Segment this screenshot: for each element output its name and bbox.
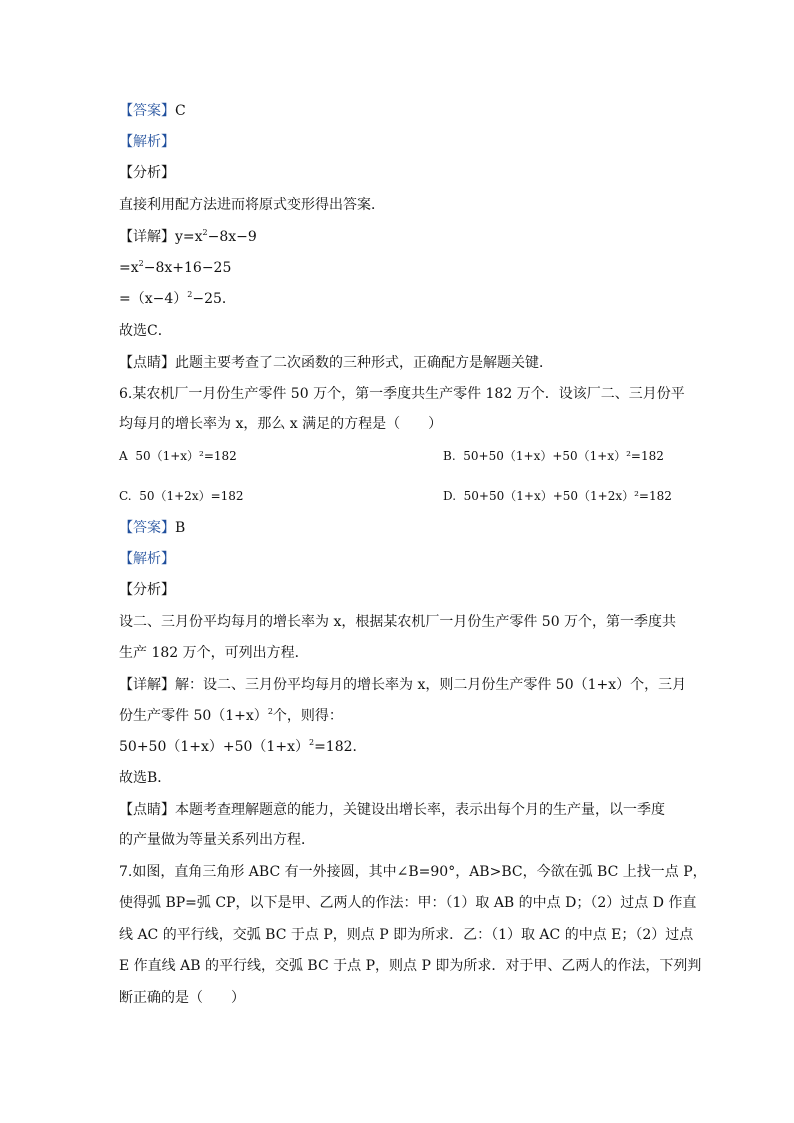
option-text: 50+50（1+x）+50（1+2x）²=182 [463,489,672,503]
q5-analysis-line [119,132,175,152]
exponent: 2 [187,290,193,299]
option-text: 50+50（1+x）+50（1+x）²=182 [463,449,664,463]
q6-analysis-line [119,549,175,569]
formula-part: =182． [314,739,367,755]
q6-stem-line2: 均每月的增长率为 x，那么 x 满足的方程是（ ） [119,416,443,432]
q6-xiangjie-line1 [119,675,686,695]
formula-part: −8x−9 [207,229,257,245]
exponent: 2 [202,228,208,237]
formula-part: −25． [192,291,236,307]
formula-part: y=x [175,229,203,245]
dianjing-tag: 【点睛】 [119,355,175,371]
option-text: 50（1+x）²=182 [135,449,237,463]
xiangjie-text: 解：设二、三月份平均每月的增长率为 x，则二月份生产零件 50（1+x）个，三月 [175,677,687,693]
q5-xiangjie-line [119,227,257,247]
answer-value: B [175,520,186,536]
q6-conclusion: 故选B． [119,770,172,786]
dianjing-text: 本题考查理解题意的能力，关键设出增长率，表示出每个月的生产量，以一季度 [175,802,665,818]
q6-stem-line1: 6.某农机厂一月份生产零件 50 万个，第一季度共生产零件 182 万个．设该厂二、三月份平 [119,386,685,402]
q6-fenxi-line1: 设二、三月份平均每月的增长率为 x，根据某农机厂一月份生产零件 50 万个，第一季度共 [119,614,677,630]
q6-xiangjie-line2 [119,706,343,726]
q5-fenxi-text: 直接利用配方法进而将原式变形得出答案． [119,197,385,213]
q5-dianjing-line [119,353,553,373]
answer-tag: 【答案】 [119,520,175,536]
q7-line2: 使得弧 BP=弧 CP，以下是甲、乙两人的作法：甲：（1）取 AB 的中点 D；（2）过点 D 作直 [119,895,697,911]
formula-part: =x [119,260,139,276]
q6-fenxi-tag-line [119,580,175,600]
exponent: 2 [308,738,315,747]
option-label: A [119,449,128,463]
q6-option-d [443,487,672,505]
analysis-tag: 【解析】 [119,551,175,567]
q7-line5: 断正确的是（ ） [119,990,245,1006]
formula-part: −8x+16−25 [143,260,232,276]
formula-part: 50+50（1+x）+50（1+x） [119,739,309,755]
q7-line4: E 作直线 AB 的平行线，交弧 BC 于点 P，则点 P 即为所求．对于甲、乙两人的作法，下列判 [119,958,702,974]
analysis-tag: 【解析】 [119,134,175,150]
q6-equation [119,737,367,757]
q6-option-b [443,447,664,465]
formula-part: =（x−4） [119,291,188,307]
exponent: 2 [267,707,273,716]
q5-conclusion: 故选C． [119,323,172,339]
answer-tag: 【答案】 [119,103,175,119]
option-text: 50（1+2x）=182 [139,489,244,503]
q7-line3: 线 AC 的平行线，交弧 BC 于点 P，则点 P 即为所求．乙：（1）取 AC 的中点 E；（2）过点 [119,927,694,943]
formula-part: 份生产零件 50（1+x） [119,708,268,724]
option-label: C. [119,489,132,503]
dianjing-tag: 【点睛】 [119,802,175,818]
fenxi-tag: 【分析】 [119,165,175,181]
xiangjie-tag: 【详解】 [119,229,175,245]
answer-value: C [175,103,186,119]
formula-part: 个，则得： [272,708,343,724]
q5-fenxi-tag-line [119,163,175,183]
dianjing-text: 此题主要考查了二次函数的三种形式，正确配方是解题关键． [175,355,553,371]
q5-step1 [119,258,231,278]
exponent: 2 [138,259,144,268]
option-label: B. [443,449,456,463]
q6-fenxi-line2: 生产 182 万个，可列出方程． [119,645,309,661]
q5-step2 [119,289,236,309]
q6-answer-line [119,518,185,538]
q7-line1: 7.如图，直角三角形 ABC 有一外接圆，其中∠B=90°，AB>BC，今欲在弧 BC 上找一点 P， [119,864,707,880]
xiangjie-tag: 【详解】 [119,677,175,693]
option-label: D. [443,489,457,503]
q6-dianjing-line2: 的产量做为等量关系列出方程． [119,832,315,848]
q5-answer-line [119,101,186,121]
q6-option-c [119,487,244,505]
q6-dianjing-line1 [119,800,665,820]
q6-option-a [119,447,237,465]
fenxi-tag: 【分析】 [119,582,175,598]
